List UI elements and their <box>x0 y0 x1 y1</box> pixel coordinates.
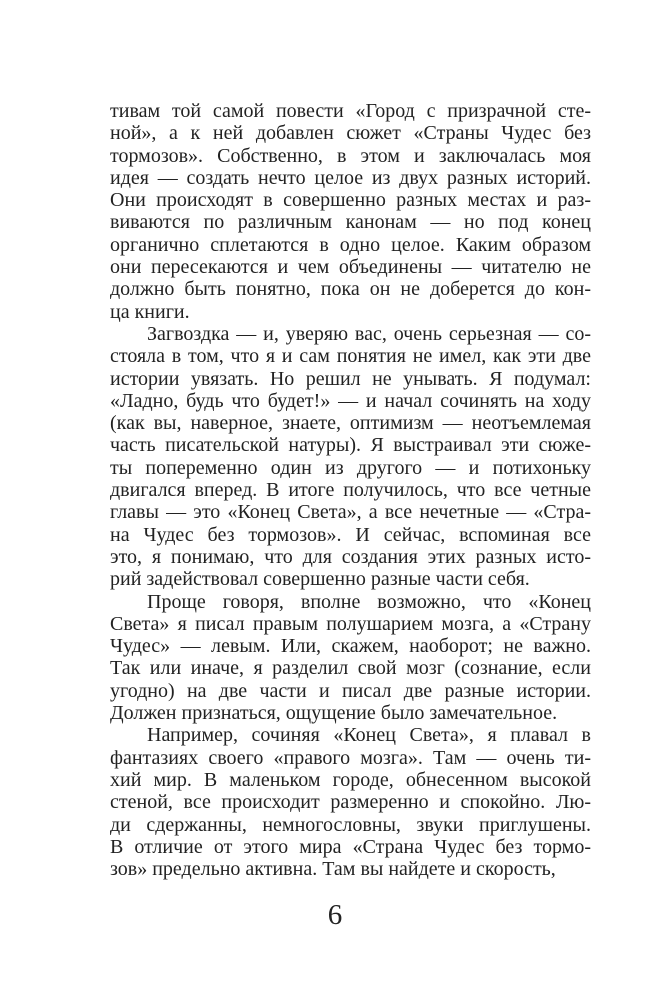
text-line: часть писательской натуры). Я выстраивал эти сюже- <box>110 434 591 457</box>
paragraph <box>110 591 591 725</box>
text-line: идея — создать нечто целое из двух разных историй. <box>110 166 591 189</box>
text-line: тормозов». Собственно, в этом и заключалась моя <box>110 144 591 167</box>
text-line: ди сдержанны, немногословны, звуки приглушены. <box>110 813 591 836</box>
text-line: Например, сочиняя «Конец Света», я плавал в <box>147 724 591 747</box>
text-line: виваются по различным канонам — но под конец <box>110 211 591 234</box>
text-line: они пересекаются и чем объединены — читателю не <box>110 256 591 279</box>
text-line: В отличие от этого мира «Страна Чудес без тормо- <box>110 835 591 858</box>
text-line: Загвоздка — и, уверяю вас, очень серьезная — со- <box>147 322 591 345</box>
text-line: главы — это «Конец Света», а все нечетные — «Стра- <box>110 501 591 524</box>
text-line: истории увязать. Но решил не унывать. Я подумал: <box>110 367 591 390</box>
text-line: Так или иначе, я разделил свой мозг (сознание, если <box>110 657 591 680</box>
text-line: Проще говоря, вполне возможно, что «Конец <box>147 590 591 613</box>
text-line: Света» я писал правым полушарием мозга, а «Страну <box>110 612 591 635</box>
text-line: рий задействовал совершенно разные части себя. <box>110 568 530 591</box>
text-line: ца книги. <box>110 300 190 323</box>
text-line: тивам той самой повести «Город с призрачной сте- <box>110 100 591 122</box>
text-line: (как вы, наверное, знаете, оптимизм — неотъемлемая <box>110 412 591 435</box>
text-line: должно быть понятно, пока он не доберется до кон- <box>110 278 591 301</box>
text-line: двигался вперед. В итоге получилось, что все четные <box>110 479 591 502</box>
text-line: зов» предельно активна. Там вы найдете и скорость, <box>110 858 556 881</box>
text-line: Они происходят в совершенно разных местах и раз- <box>110 189 591 212</box>
text-line: «Ладно, будь что будет!» — и начал сочинять на ходу <box>110 389 591 412</box>
text-line: Должен признаться, ощущение было замечательное. <box>110 702 558 725</box>
text-line: ной», а к ней добавлен сюжет «Страны Чудес без <box>110 122 591 145</box>
text-line: на Чудес без тормозов». И сейчас, вспоминая все <box>110 523 591 546</box>
text-line: стояла в том, что я и сам понятия не имел, как эти две <box>110 345 591 368</box>
text-line: ты попеременно один из другого — и потихоньку <box>110 456 591 479</box>
text-line: угодно) на две части и писал две разные истории. <box>110 679 591 702</box>
paragraph <box>110 323 591 591</box>
paragraph <box>110 724 591 880</box>
text-line: это, я понимаю, что для создания этих разных исто- <box>110 545 591 568</box>
text-line: хий мир. В маленьком городе, обнесенном высокой <box>110 768 591 791</box>
text-line: Чудес» — левым. Или, скажем, наоборот; не важно. <box>110 635 591 658</box>
text-line: органично сплетаются в одно целое. Каким образом <box>110 233 591 256</box>
page-body <box>110 100 591 880</box>
text-line: стеной, все происходит размеренно и спокойно. Лю- <box>110 791 591 814</box>
page-number: 6 <box>327 899 343 931</box>
paragraph <box>110 100 591 323</box>
text-line: фантазиях своего «правого мозга». Там — очень ти- <box>110 746 591 769</box>
